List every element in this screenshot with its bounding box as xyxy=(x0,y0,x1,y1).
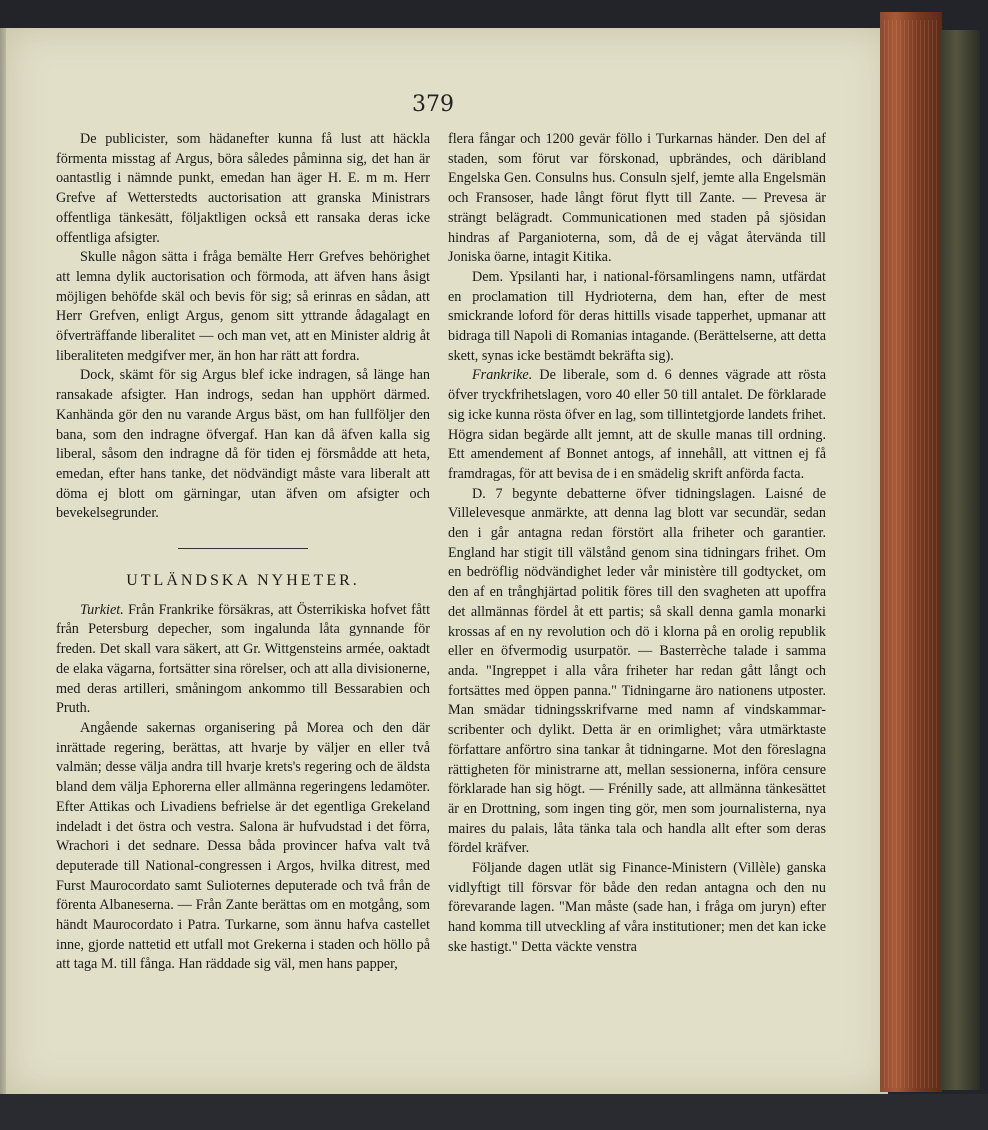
frankrike-lead: Frankrike. xyxy=(472,367,533,384)
paragraph: Dem. Ypsilanti har, i national-församlingens namn, utfärdat en proclamation till Hydrioterna, dem han, efter de mest smickrande loford för deras hittills visade tapperhet, upmanar att bidraga till Napoli di Romanias intagande. (Berättelserne, att detta skett, synas icke bestämdt bekräfta sig). xyxy=(448,268,826,364)
turkiet-lead: Turkiet. xyxy=(80,601,124,618)
paragraph: Angående sakernas organisering på Morea och den där inrättade regering, berättas, att hvarje by väljer en eller två valmän; desse välja andra till hvarje krets's regering och de äldsta bland dem välja Ephorerna eller allmänna regeringens ledamöter. Efter Attikas och Livadiens befrielse är det egentliga Grekeland indeladt i det östra och vestra. Salona är hufvudstad i det förra, Wrachori i det sednare. Dessa båda provincer hafva valt två deputerade till National-congressen i Argos, hvilka ditrest, med Furst Maurocordato samt Sulioternes deputerade och två från de förenta Albaneserna. — Från Zante berättas om en motgång, som händt Maurocordato i Patra. Turkarne, som ännu hafva castellet inne, gjorde nattetid ett utfall mot Grekerna i staden och höllo på att taga M. till fånga. Han räddade sig väl, men hans papper, xyxy=(56,719,430,973)
paragraph: D. 7 begynte debatterne öfver tidningslagen. Laisné de Villelevesque anmärkte, att denna lag blott var secundär, sedan den i går antagna redan förstört alla friheter och garantier. England har stigit till välstånd genom sina tidningars frihet. Om en bedröflig nödvändighet leder vår ministère till godtycket, om den af en trånghjärtad politik föres till den svagheten att upoffra det allmännas fördel åt ett partis; så skall denna gamla monarki krossas af en ny revolution och dö i klorna på en orolig republik eller en öfvermodig usurpatör. — Basterrèche talade i samma anda. "Ingreppet i alla våra friheter har redan gått långt och fortsättes med öppen panna." Tidningarne äro nationens utposter. Man smädar tidningsskrifvarne med namn af vindskammar-scribenter och dylikt. Detta är en orimlighet; våra utmärktaste författare anförtro sina tankar åt tidningarne. Mot den föreslagna rättigheten för ministrarne att, mellan sessionerna, införa censure förklarade han sig högt. — Frénilly sade, att allmänna tänkesättet är en Drottning, som ingen ting gör, men som journalisterna, nya maires du palais, låta tänka tala och handla allt efter som deras fördel kräfver. xyxy=(448,485,826,857)
paragraph: Följande dagen utlät sig Finance-Ministern (Villèle) ganska vidlyftigt till försvar för både den redan antagna och den nu förevarande lagen. "Man måste (sade han, i fråga om juryn) efter hand komma till utveckling af våra institutioner; men det kan icke ske hastigt." Detta väckte venstra xyxy=(448,860,826,955)
frankrike-text: De liberale, som d. 6 dennes vägrade att rösta öfver tryckfrihetslagen, voro 40 eller 50 till antalet. De förklarade sig icke kunna rösta öfver en lag, som tillintetgjorde landets frihet. Högra sidan begärde allt jemnt, att de skulle manas till ordning. Ett amendement af Bonnet antogs, af innehåll, att vittnen ej få framdragas, för att bevisa de i en smädelig skrift anförda facta. xyxy=(448,367,827,482)
turkiet-text: Från Frankrike försäkras, att Österrikiska hofvet fått från Petersburg depecher, som ingalunda låta gynnande för freden. Det skall vara säkert, att Gr. Wittgensteins armée, oaktadt de elaka vägarna, fortsätter sina rörelser, och att alla divisionerne, med deras artilleri, småningom ankommo till Bessarabien och Pruth. xyxy=(56,601,431,717)
paragraph: flera fångar och 1200 gevär föllo i Turkarnas händer. Den del af staden, som förut var förskonad, upbrändes, och däribland Engelska Gen. Consulns hus. Consuln sjelf, jemte alla Engelsmän och Fransoser, hade långt förut flytt till Zante. — Prevesa är strängt belägradt. Communicationen med staden på sjösidan hindras af Parganioterna, som, då de ej vågat återvända till Joniska öarne, intagit Kitika. xyxy=(448,131,826,266)
section-heading: UTLÄNDSKA NYHETER. xyxy=(126,572,360,590)
book-cover-edge xyxy=(940,30,980,1090)
left-column xyxy=(56,130,430,975)
paragraph: Dock, skämt för sig Argus blef icke indragen, så länge han ransakade afsigter. Han indrogs, sedan han upphört därmed. Kanhända gör den nu varande Argus bäst, om han fullföljer den bana, som den indragne öfvergaf. Han kan då äfven kalla sig liberal, såsom den indragne då för tiden ej försmådde att heta, emedan, efter hans tanke, det nödvändigt måste vara liberalt att döma ej blott om gärningar, utan äfven om afsigter och bevekelsegrunder. xyxy=(56,367,430,522)
right-column xyxy=(448,130,826,958)
page-stack-edges xyxy=(884,20,938,1088)
turkiet-paragraph xyxy=(56,601,430,719)
bottom-background xyxy=(0,1094,988,1130)
intro-paragraph: De publicister, som hädanefter kunna få lust att häckla förmenta misstag af Argus, böra således påminna sig, det han är oantastlig i nämnde punkt, emedan han äger H. E. m m. Herr Grefve af Wetterstedts auctorisation att granska Ministrars offentliga tänkesätt, följaktligen också ett ransaka deras icke offentliga afsigter. xyxy=(56,131,430,246)
page-number: 379 xyxy=(412,92,454,117)
section-divider xyxy=(178,548,308,549)
paragraph: Skulle någon sätta i fråga bemälte Herr Grefves behörighet att lemna dylik auctorisation och förmoda, att äfven hans åsigt möjligen behöfde skäl och bevis för sig; så erinras en sådan, att Herr Grefven, enligt Argus, genom sitt yttrande ådagalagt en öfverträffande liberalitet — och man vet, att en Minister aldrig åt liberaliteten medgifver mer, än hon har rätt att fordra. xyxy=(56,249,430,364)
frankrike-paragraph xyxy=(448,366,826,484)
